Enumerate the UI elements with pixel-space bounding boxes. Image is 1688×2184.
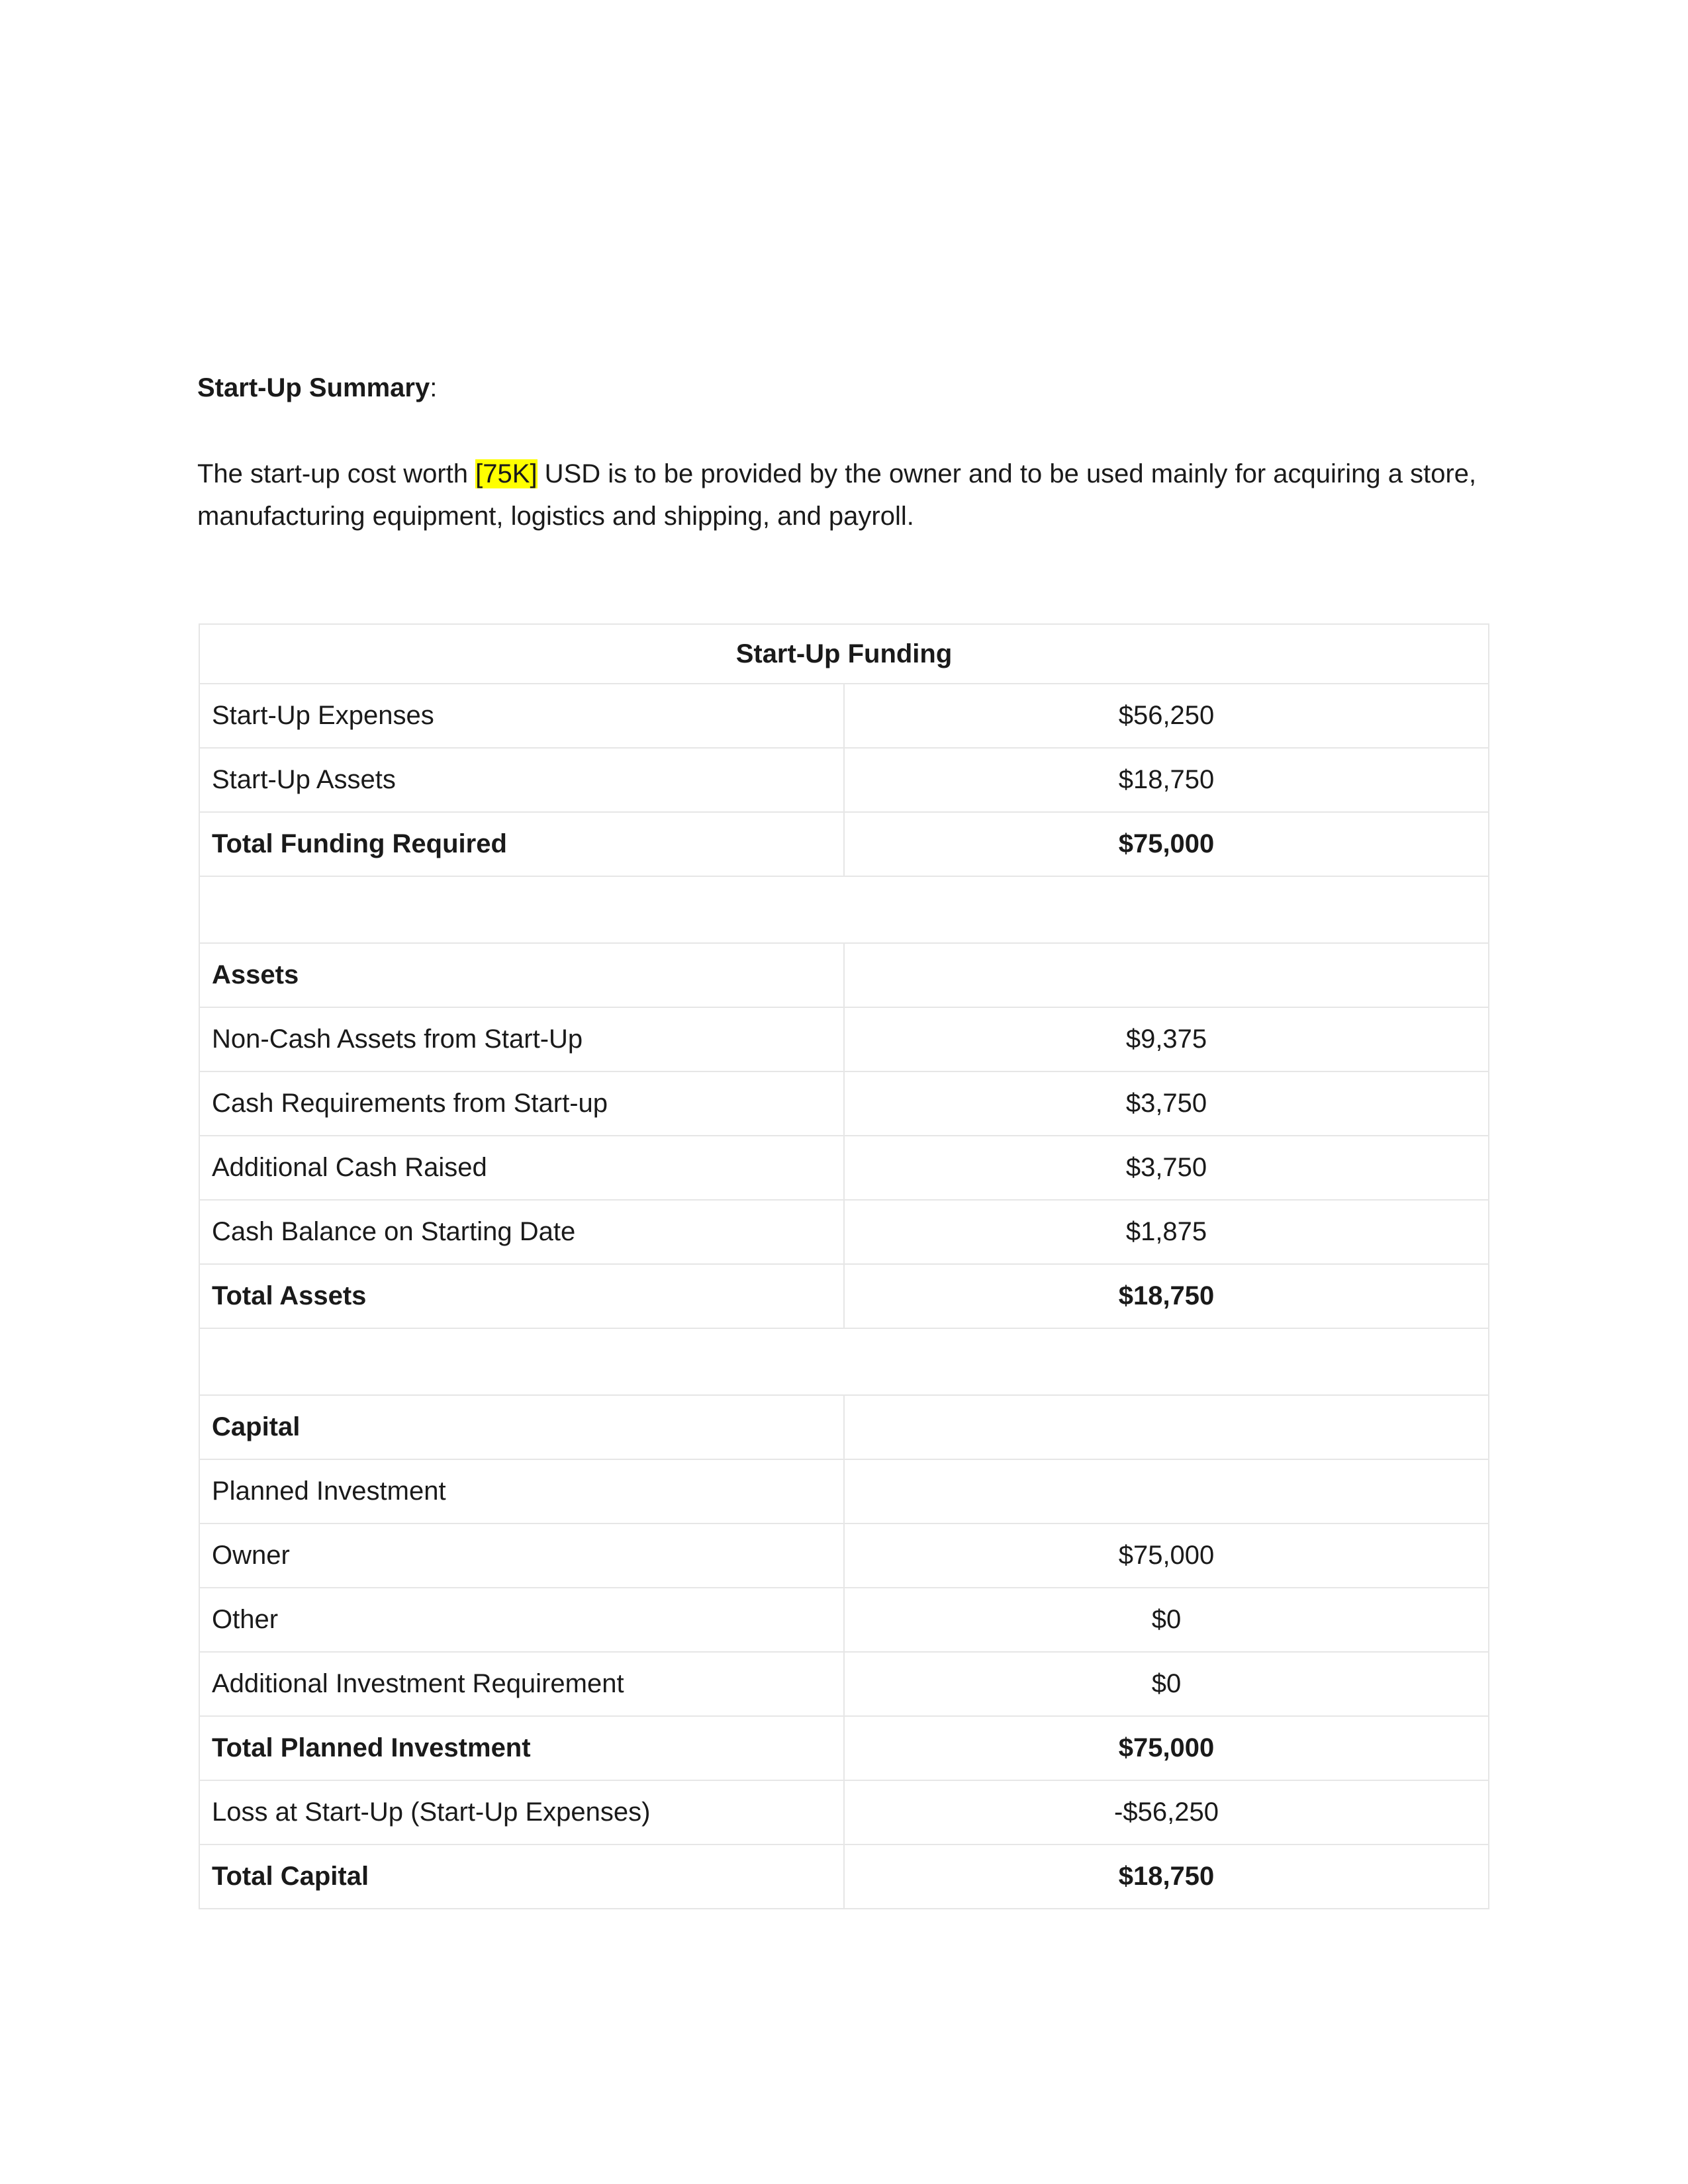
highlighted-amount: [75K]: [475, 459, 538, 488]
row-value: $18,750: [844, 1264, 1489, 1328]
empty-cell: [844, 1395, 1489, 1459]
intro-paragraph: [197, 453, 1495, 537]
row-label: Other: [199, 1588, 844, 1652]
row-value: $18,750: [844, 748, 1489, 812]
row-value: $9,375: [844, 1007, 1489, 1071]
row-value: $56,250: [844, 684, 1489, 748]
assets-header: Assets: [199, 943, 844, 1007]
table-row: [199, 684, 1489, 748]
row-label: Additional Investment Requirement: [199, 1652, 844, 1716]
row-value: [844, 1459, 1489, 1524]
spacer-cell: [199, 1328, 1489, 1395]
capital-header-row: [199, 1395, 1489, 1459]
table-row: [199, 1588, 1489, 1652]
table-row: [199, 1524, 1489, 1588]
assets-header-row: [199, 943, 1489, 1007]
row-label: Start-Up Expenses: [199, 684, 844, 748]
row-label: Total Planned Investment: [199, 1716, 844, 1780]
spacer-cell: [199, 876, 1489, 943]
table-row-total: [199, 812, 1489, 876]
row-value: $0: [844, 1588, 1489, 1652]
row-value: $75,000: [844, 812, 1489, 876]
capital-header: Capital: [199, 1395, 844, 1459]
intro-text-before: The start-up cost worth: [197, 459, 476, 488]
row-value: $0: [844, 1652, 1489, 1716]
row-value: -$56,250: [844, 1780, 1489, 1844]
table-title-row: [199, 624, 1489, 684]
row-label: Total Capital: [199, 1844, 844, 1909]
row-value: $18,750: [844, 1844, 1489, 1909]
table-row-total: [199, 1716, 1489, 1780]
table-row: [199, 748, 1489, 812]
table-row: [199, 1780, 1489, 1844]
section-heading: [197, 368, 437, 408]
row-value: $75,000: [844, 1524, 1489, 1588]
table-row-total: [199, 1264, 1489, 1328]
row-label: Total Funding Required: [199, 812, 844, 876]
table-row: [199, 1200, 1489, 1264]
row-label: Cash Balance on Starting Date: [199, 1200, 844, 1264]
row-value: $3,750: [844, 1071, 1489, 1136]
row-label: Cash Requirements from Start-up: [199, 1071, 844, 1136]
row-label: Start-Up Assets: [199, 748, 844, 812]
spacer-row: [199, 1328, 1489, 1395]
startup-funding-table: [199, 623, 1489, 1909]
row-label: Planned Investment: [199, 1459, 844, 1524]
row-value: $3,750: [844, 1136, 1489, 1200]
row-label: Non-Cash Assets from Start-Up: [199, 1007, 844, 1071]
table-row-total: [199, 1844, 1489, 1909]
row-label: Owner: [199, 1524, 844, 1588]
table-row: [199, 1652, 1489, 1716]
row-value: $75,000: [844, 1716, 1489, 1780]
section-heading-colon: :: [430, 373, 438, 402]
spacer-row: [199, 876, 1489, 943]
section-heading-text: Start-Up Summary: [197, 373, 430, 402]
table-title: Start-Up Funding: [199, 624, 1489, 684]
empty-cell: [844, 943, 1489, 1007]
table-row: [199, 1071, 1489, 1136]
table-row: [199, 1007, 1489, 1071]
table-row: [199, 1136, 1489, 1200]
intro-text-after: USD is to be provided by the owner and to be used mainly for acquiring a store, manufacturing equipment, logistics and shipping, and payroll.: [197, 459, 1477, 531]
table-row: [199, 1459, 1489, 1524]
row-label: Total Assets: [199, 1264, 844, 1328]
row-label: Loss at Start-Up (Start-Up Expenses): [199, 1780, 844, 1844]
row-value: $1,875: [844, 1200, 1489, 1264]
row-label: Additional Cash Raised: [199, 1136, 844, 1200]
